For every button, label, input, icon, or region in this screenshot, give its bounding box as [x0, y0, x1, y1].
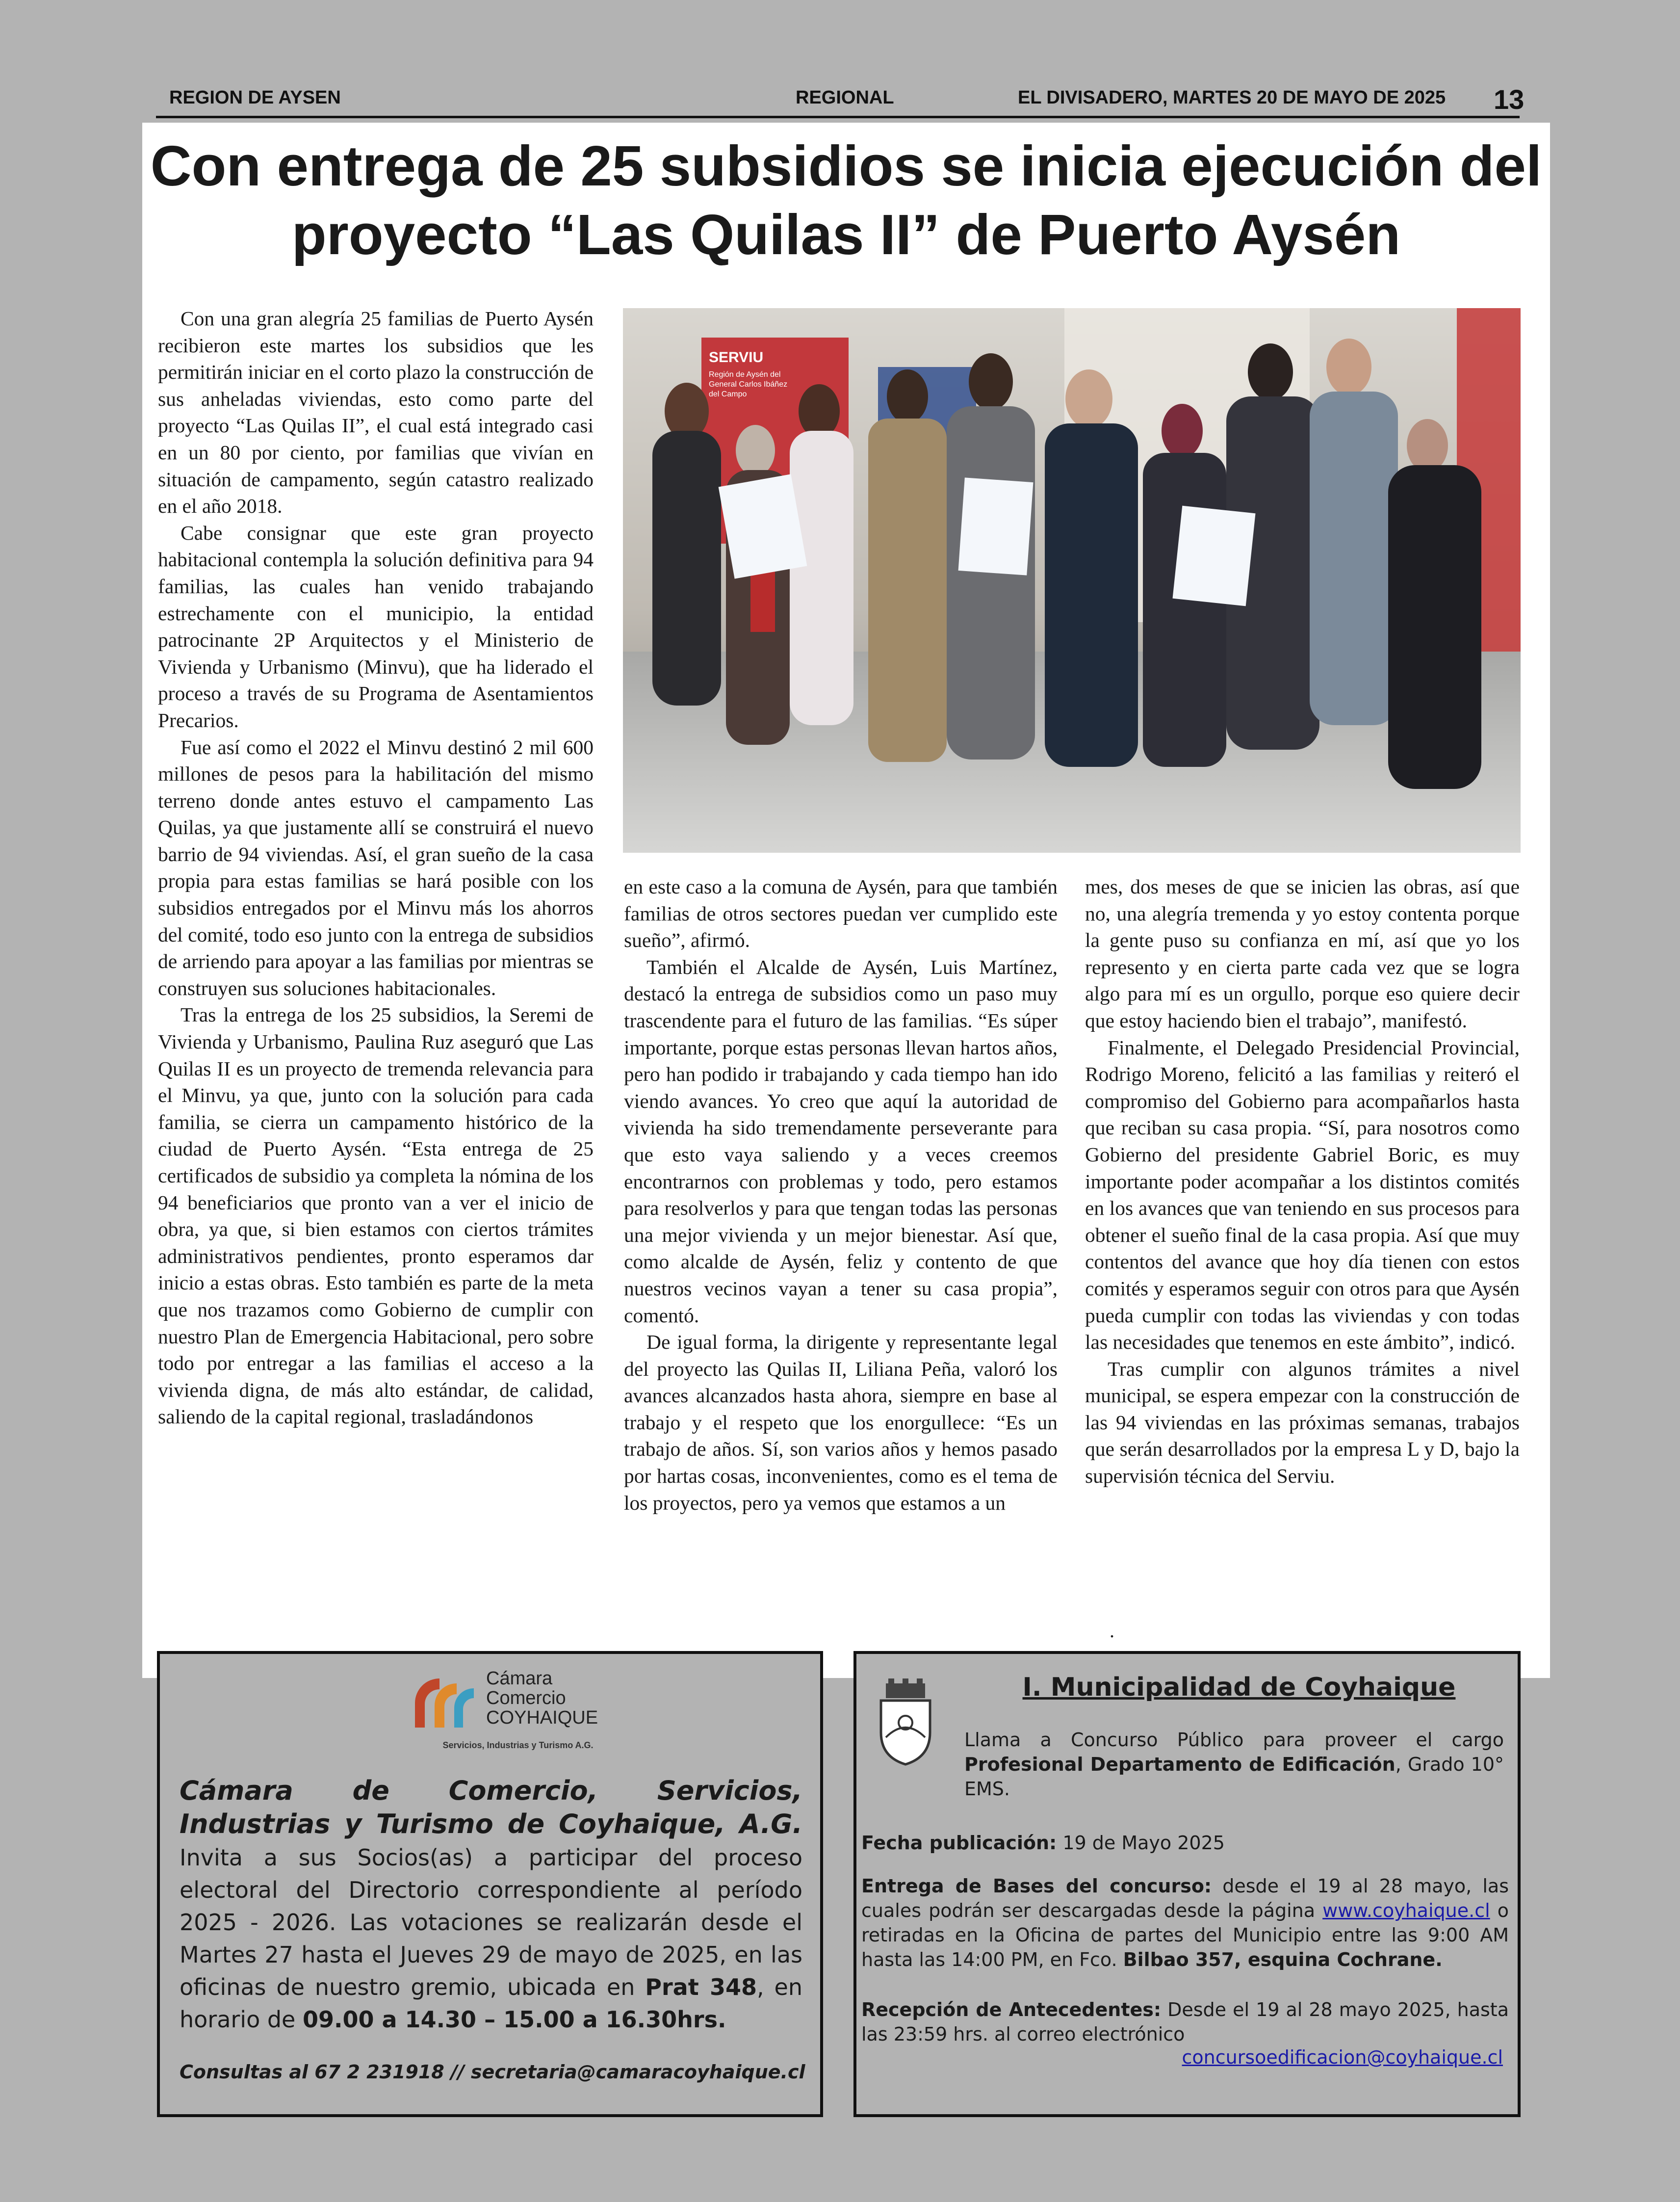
- logo-line-2: Comercio: [486, 1688, 566, 1708]
- banner-text-3: General Carlos Ibáñez: [709, 380, 788, 389]
- intro-text: Llama a Concurso Público para proveer el cargo: [964, 1729, 1504, 1751]
- paragraph: Finalmente, el Delegado Presidencial Provincial, Rodrigo Moreno, felicitó a las familias y reiteró el compromiso del Gobierno para acompañarlos hasta que reciban su casa propia. “Sí, para nosotros como Gobierno del presidente Gabriel Boric, es muy importante poder acompañar a los distintos comités en los avances que van teniendo en sus procesos para obtener el sueño final de la casa propia. Así que muy contentos del avance que hoy día tienen con estos comités y esperamos seguir con otros para que Aysén pueda cumplir con todas las viviendas y con todas las necesidades que tenemos en este ámbito”, indicó.: [1085, 1036, 1520, 1354]
- bases-info: [861, 1874, 1509, 1972]
- reception-text: Desde el 19 al 28 mayo 2025, hasta las 23:59 hrs. al correo electrónico: [861, 1999, 1509, 2045]
- paragraph: Fue así como el 2022 el Minvu destinó 2 mil 600 millones de pesos para la habilitación del mismo terreno donde antes estuvo el campamento Las Quilas, ya que justamente allí se construirá el nuevo barrio de 94 viviendas. Así, el gran sueño de la casa propia para estas familias se hará posible con los subsidios entregados por el Minvu más los ahorros del comité, todo eso junto con la entrega de subsidios de arriendo para apoyar a las familias por mientras se construyen sus soluciones habitacionales.: [158, 735, 594, 999]
- body-text: Invita a sus Socios(as) a participar del proceso electoral del Directorio correspondiente al período 2025 - 2026. Las votaciones se realizarán desde el Martes 27 hasta el Jueves 29 de mayo de 2025, en las oficinas de nuestro gremio, ubicada en: [180, 1844, 802, 2000]
- body-text: , en horario de: [180, 1974, 802, 2033]
- paragraph: en este caso a la comuna de Aysén, para que también familias de otros sectores puedan ver cumplido este sueño”, afirmó.: [624, 875, 1058, 952]
- bases-text: o retiradas en la Oficina de partes del Municipio entre las 9:00 AM hasta las 14:00 PM, en Fco.: [861, 1900, 1509, 1970]
- email-link[interactable]: concursoedificacion@coyhaique.cl: [1182, 2046, 1503, 2068]
- website-link[interactable]: www.coyhaique.cl: [1322, 1900, 1490, 1921]
- title-line-2: proyecto “Las Quilas II” de Puerto Aysén: [291, 203, 1401, 266]
- bases-label: Entrega de Bases del concurso:: [861, 1875, 1212, 1897]
- publication-date: [861, 1831, 1509, 1855]
- ad-camara-body: [180, 1775, 802, 2036]
- hours: 09.00 a 14.30 – 15.00 a 16.30hrs.: [302, 2006, 726, 2033]
- logo-tagline: Servicios, Industrias y Turismo A.G.: [442, 1740, 594, 1750]
- camara-logo-icon: [405, 1669, 484, 1732]
- header-region: REGION DE AYSEN: [169, 87, 341, 108]
- article-column-1: [158, 305, 594, 1613]
- camara-logo: [405, 1668, 616, 1750]
- header-rule: [156, 116, 1520, 118]
- paragraph: mes, dos meses de que se inicien las obras, así que no, una alegría tremenda y yo estoy contenta porque la gente puso su confianza en mí, así que yo los represento y en cierta parte cada vez que se logra algo para mí es un orgullo, porque eso quiere decir que estoy haciendo bien el trabajo”, manifestó.: [1085, 875, 1520, 1032]
- banner-text-4: del Campo: [709, 390, 747, 398]
- paragraph: También el Alcalde de Aysén, Luis Martínez, destacó la entrega de subsidios como un paso muy trascendente para el futuro de las familias. “Es súper importante, porque estas personas llevan hartos años, pero han podido ir trabajando y cada tiempo han ido viendo avances. Yo creo que aquí la autoridad de vivienda ha sido tremendamente perseverante para que esto vaya saliendo y a veces creemos encontrarnos con problemas y todo, pero estamos para resolverlos y para que tengan todas las personas una mejor vivienda y un mejor bienestar. Así que, como alcalde de Aysén, feliz y contento de que nuestros vecinos vayan a tener su casa propia”, comentó.: [624, 955, 1058, 1327]
- page-number: 13: [1494, 84, 1525, 115]
- title-line-1: Con entrega de 25 subsidios se inicia ejecución del: [150, 134, 1542, 198]
- header-section: REGIONAL: [796, 87, 894, 108]
- header-dateline: EL DIVISADERO, MARTES 20 DE MAYO DE 2025: [1018, 87, 1446, 108]
- position-name: Profesional Departamento de Edificación: [964, 1754, 1396, 1775]
- bases-text: desde el 19 al 28 mayo, las cuales podrán ser descargadas desde la página: [861, 1875, 1509, 1921]
- bases-address: Bilbao 357, esquina Cochrane.: [1123, 1949, 1443, 1970]
- intro-text: , Grado 10° EMS.: [964, 1754, 1504, 1800]
- article-title: [142, 131, 1550, 269]
- org-name: Cámara de Comercio, Servicios, Industrias y Turismo de Coyhaique, A.G.: [180, 1775, 802, 1839]
- ad-camara-comercio: [157, 1651, 823, 2117]
- address: Prat 348: [645, 1974, 757, 2000]
- pub-value: 19 de Mayo 2025: [1057, 1832, 1225, 1854]
- article-column-2: [624, 873, 1058, 1614]
- ad-municipalidad: [853, 1651, 1521, 2117]
- banner-text-1: SERVIU: [709, 349, 764, 366]
- logo-line-1: Cámara: [486, 1668, 553, 1689]
- banner-text-2: Región de Aysén del: [709, 370, 781, 379]
- logo-line-3: COYHAIQUE: [486, 1707, 598, 1728]
- concurso-intro: [964, 1728, 1504, 1801]
- trailing-dot: .: [1110, 1620, 1114, 1642]
- pub-label: Fecha publicación:: [861, 1832, 1057, 1854]
- reception-info: [861, 1997, 1509, 2046]
- paragraph: De igual forma, la dirigente y representante legal del proyecto las Quilas II, Liliana Peña, valoró los avances alcanzados hasta ahora, siempre en base al trabajo y el respeto que los enorgullece: “Es un trabajo de años. Sí, son varios años y hemos pasado por hartas cosas, inconvenientes, como es el tema de los proyectos, pero ya vemos que estamos a un: [624, 1331, 1058, 1514]
- reception-label: Recepción de Antecedentes:: [861, 1999, 1162, 2020]
- paragraph: Cabe consignar que este gran proyecto habitacional contempla la solución definitiva para 94 familias, las cuales han venido trabajando estrechamente con el municipio, la entidad patrocinante 2P Arquitectos y el Ministerio de Vivienda y Urbanismo (Minvu), que ha liderado el proceso a través de su Programa de Asentamientos Precarios.: [158, 521, 594, 732]
- article-photo: [623, 308, 1521, 853]
- paragraph: Tras la entrega de los 25 subsidios, la Seremi de Vivienda y Urbanismo, Paulina Ruz aseguró que Las Quilas II es un proyecto de tremenda relevancia para el Minvu, ya que, junto con la solución para cada familia, se cierra un campamento histórico de la ciudad de Puerto Aysén. “Esta entrega de 25 certificados de subsidio ya completa la nómina de los 94 beneficiarios que pronto van a ver el inicio de obra, ya que, si bien estamos con ciertos trámites administrativos pendientes, pronto esperamos dar inicio a estas obras. Esto también es parte de la meta que nos trazamos como Gobierno de cumplir con nuestro Plan de Emergencia Habitacional, pero sobre todo por entregar a las familias el acceso a la vivienda digna, de más alto estándar, de calidad, saliendo de la capital regional, trasladándonos: [158, 1003, 594, 1428]
- paragraph: Tras cumplir con algunos trámites a nivel municipal, se espera empezar con la construcción de las 94 viviendas en las próximas semanas, trabajos que serán desarrollados por la empresa L y D, bajo la supervisión técnica del Serviu.: [1085, 1357, 1520, 1488]
- ad-camara-contact: Consultas al 67 2 231918 // secretaria@camaracoyhaique.cl: [180, 2061, 805, 2083]
- municipalidad-title: I. Municipalidad de Coyhaique: [1022, 1673, 1456, 1702]
- article-column-3: [1085, 873, 1520, 1614]
- paragraph: Con una gran alegría 25 familias de Puerto Aysén recibieron este martes los subsidios que les permitirán iniciar en el corto plazo la construcción de sus anheladas viviendas, esto como parte del proyecto “Las Quilas II”, el cual está integrado casi en un 80 por ciento, por familias que vivían en situación de campamento, según catastro realizado en el año 2018.: [158, 307, 594, 518]
